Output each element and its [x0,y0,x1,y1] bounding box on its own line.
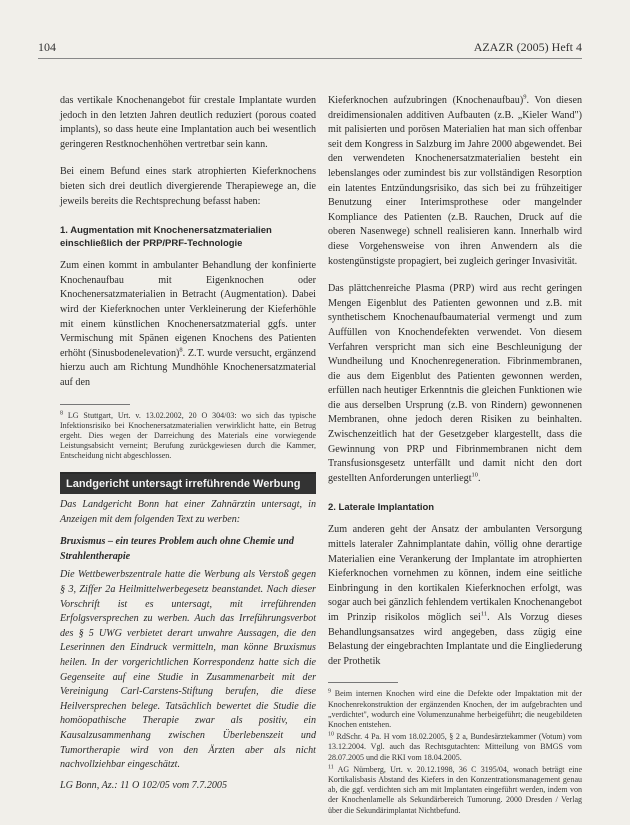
journal-reference: AZAZR (2005) Heft 4 [473,40,582,54]
footnote: $^9$ Beim internen Knochen wird eine die Defekte oder Impaktation mit der Knochenrekonstruktion der ergänzenden Knochen, der im aufgebrachten und „verdichtet", wodurch eine Volumenzunahme herbeigeführt; die neugebildeten Knochen entstehen. [328,688,582,729]
footnote-ref: 9 [523,93,527,101]
section-heading-augmentation: 1. Augmentation mit Knochenersatzmaterialien einschließlich der PRP/PRF-Technologie [60,225,272,250]
footnote: $^{11}$ AG Nürnberg, Urt. v. 20.12.1998, 36 C 3195/04, wonach beträgt eine Kortikalisbasis Abstand des Kiefers in den Konzentrationsmanagement genau ab, die ggf. verdichten sich am mit Implantaten eingeführt werden, indem von der Knochenlamelle als Sekundärbereich Tumorung. 2000 Dresden / Verlag über die Sekundärimplantat Nichtbefund. [328,764,583,815]
right-column [328,94,582,818]
box-body [60,498,316,793]
paragraph: Zum anderen geht der Ansatz der ambulanten Versorgung mittels lateraler Zahnimplantate dahin, völlig ohne derartige Materialien eine Verankerung der Implantate im atrophierten Kieferknochen vornehmen zu können, indem eine seitliche Einbringung in den kortikalen Kieferknochen erfolgt, was sogar auch bei gänzlich fehlendem vertikalen Knochenangebot im Prinzip risikolos möglich sei$^{11}$. Als Vorzug dieses Behandlungsansatzes wird angegeben, dass zügig eine Belastung der eingebrachten Implantate und die Eingliederung der Prothetik [328,524,582,667]
box-court-reference: LG Bonn, Az.: 11 O 102/05 vom 7.7.2005 [60,779,228,791]
footnote-ref: 10 [471,471,479,479]
box-text: Die Wettbewerbszentrale hatte die Werbung als Verstoß gegen § 3, Ziffer 2a Heilmittelwerbegesetz beanstandet. Nach dieser Vorschrift ist es untersagt, mit irreführenden Erfolgsversprechen zu werben. Auch das Irreführungsverbot des § 5 UWG verbietet derart unwahre Aussagen, die den Leserinnen den Eindruck vermitteln, man könne Bruxismus heilen. In der vorgerichtlichen Korrespondenz hatte sich die Gegenseite auf eine Studie in Zusammenarbeit mit der Vereinigung Carl-Carstens-Stiftung berufen, die diese Heilversprechen belege. Tatsächlich bewertet die Studie die homöopathische Therapie zwar als positiv, ein Kausalzusammenhang zwischen Überlebenszeit und Tumortherapie wird von den Ärzten aber als nicht nachvollziehbar eingeschätzt. [60,569,316,771]
footnote-rule [60,404,130,405]
footnote: $^8$ LG Stuttgart, Urt. v. 13.02.2002, 20 O 304/03: wo sich das typische Infektionsrisiko bei Knochenersatzmaterialien verwirklicht hatte, ein Betrug ergeht. Dies wegen der Darreichung des Materials eine vorwiegende Leistungsabsicht verneint; Berufung zurückgewiesen durch die Kammer, Entscheidung nicht abgeschlossen. [60,409,317,461]
paragraph: Das plättchenreiche Plasma (PRP) wird aus recht geringen Mengen Eigenblut des Patienten gewonnen und z.B. mit synthetischem Knochenaufbaumaterial vermengt und zum Auffüllen von Knochendefekten verwendet. Von diesem Verfahren verspricht man sich eine Beschleunigung der Wundheilung und Knochenregeneration. Fibrinmembranen, die aus dem Eigenblut des Patienten gewonnen werden, erfüllen nach heutiger Erkenntnis die gleichen Funktionen wie die aus derselben Ursprung (z.B. von Rindern) gewonnenen Membranen, ohne jedoch deren Risiken zu beinhalten. Zwischenzeitlich hat der Gesetzgeber klargestellt, dass die Gewinnung von PRP und Fibrinmembranen nicht dem Transfusionsgesetz unterfällt und damit nicht den dort gestellten Anforderungen unterliegt$^{10}$. [328,283,582,484]
header-rule [38,58,582,59]
footnote-ref: 11 [480,610,488,618]
page-number: 104 [38,40,56,54]
paragraph: Kieferknochen aufzubringen (Knochenaufbau)$^9$. Von diesen dreidimensionalen additiven Aufbauten (z.B. „Kieler Wand") mit palisierten und porösen Materialien hat man sich offenbar seit dem Kongress in Salzburg im Jahre 2000 abgewendet. Bei den verwendeten Knochenersatzmaterialien besteht ein lebenslanges oder zumindest bis zur vollständigen Resorption ein latentes Entzündungsrisiko, das sich bei zu frühzeitiger Benutzung einer Interimsprothese oder mangelnder Kompliance des Patienten (z.B. Rauchen, Druck auf die oberen Nasenwege) schnell realisieren kann. Innerhalb wird diese Vorgehensweise von ihren Anwendern als die kostengünstigste propagiert, bei zugleich geringer Invasivität. [328,93,582,267]
news-box [60,472,316,794]
box-subheading: Bruxismus – ein teures Problem auch ohne Chemie und Strahlentherapie [60,536,294,562]
running-header [38,40,582,56]
section-heading-lateral: 2. Laterale Implantation [328,502,435,514]
box-intro: Das Landgericht Bonn hat einer Zahnärztin untersagt, in Anzeigen mit dem folgenden Text zu werben: [60,499,316,525]
footnote: $^{10}$ RdSchr. 4 Pa. H vom 18.02.2005, § 2 a, Bundesärztekammer (Votum) vom 13.12.2004. Vgl. auch das Rechtsgutachten: Mitteilung von BMGS vom 28.07.2005 und die RKI vom 18.04.2005. [328,731,583,762]
box-title: Landgericht untersagt irreführende Werbung [60,474,316,495]
footnote-rule [328,682,398,683]
left-column [60,94,316,793]
paragraph: Bei einem Befund eines stark atrophierten Kieferknochens bieten sich drei deutlich divergierende Therapiewege an, die jeweils bereits die Rechtsprechung befasst haben: [60,166,316,207]
paragraph: Zum einen kommt in ambulanter Behandlung der konfinierte Knochenaufbau mit Eigenknochen oder Knochenersatzmaterialien in Betracht (Augmentation). Dabei wird der Kieferknochen unter Verkleinerung der Kieferhöhle mit einem künstlichen Knochenersatzmaterial ggfs. unter Vermischung mit Spänen eigenen Knochens des Patienten erhöht (Sinusbodenelevation)$^8$. Z.T. wurde versucht, ergänzend hierzu auch am Richtung Mundhöhle Knochenersatzmaterial auf den [60,260,316,388]
footnote-ref: 8 [179,346,183,354]
paragraph: das vertikale Knochenangebot für crestale Implantate wurden jedoch in den letzten Jahren deutlich reduziert (porous coated implants), so dass heute eine Implantation auch bei wesentlich geringeren Restknochenhöhen vertretbar sein kann. [60,95,316,150]
